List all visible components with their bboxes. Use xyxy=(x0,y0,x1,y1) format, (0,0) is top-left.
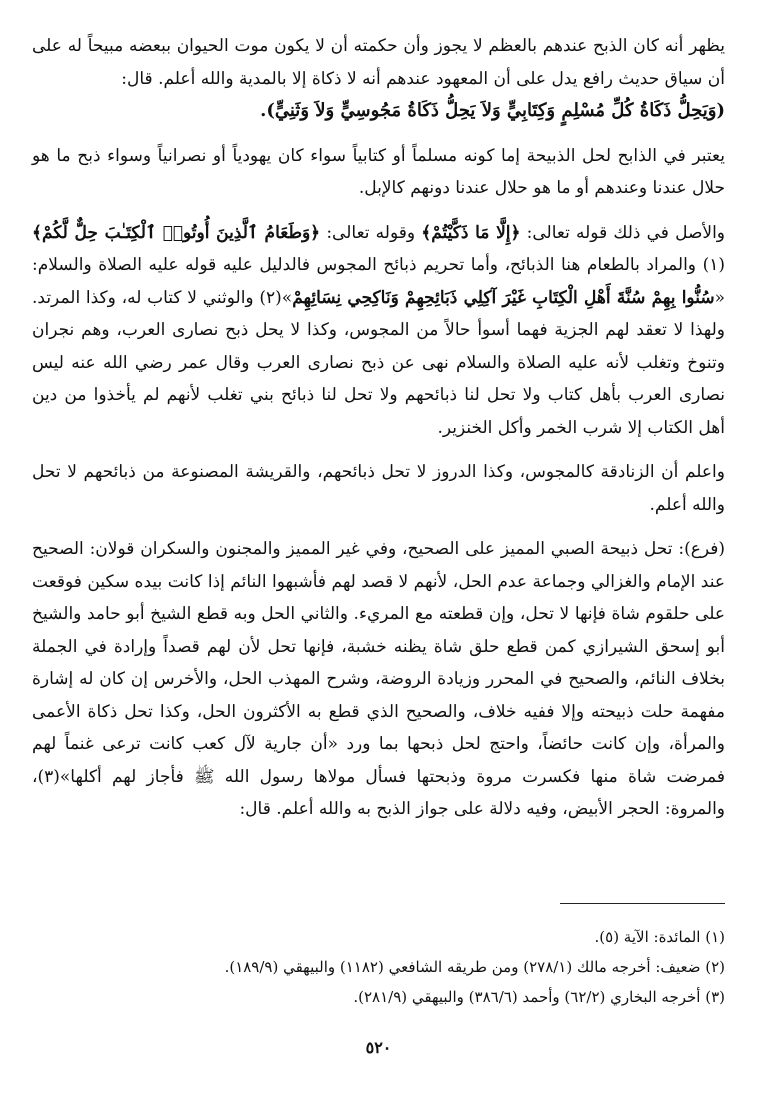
footnote-3: (٣) أخرجه البخاري (٦٢/٢) وأحمد (٣٨٦/٦) والبيهقي (٢٨١/٩). xyxy=(353,988,725,1006)
paragraph-5-end: فأجاز لهم أكلها»(٣)، والمروة: الحجر الأبيض، وفيه دلالة على جواز الذبح به والله أعلم. قال: xyxy=(32,766,725,819)
paragraph-1: يظهر أنه كان الذبح عندهم بالعظم لا يجوز وأن حكمته أن لا يكون موت الحيوان ببعضه مبيحاً له على أن سياق حديث رافع يدل على أن المعهود عندهم أنه لا ذكاة إلا بالمدية والله أعلم. قال: xyxy=(32,36,725,89)
main-text xyxy=(32,30,725,826)
page-number: ٥٢٠ xyxy=(365,1038,392,1057)
paragraph-5-main: (فرع): تحل ذبيحة الصبي المميز على الصحيح، وفي غير المميز والمجنون والسكران قولان: الصحيح عند الإمام والغزالي وجماعة عدم الحل، لأنهم لا قصد لهم فأشبهوا النائم إذا كانت بيده سكين فوقعت على حلقوم شاة فإنها لا تحل، وإن قطعته مع المريء. والثاني الحل وبه قطع الشيخ أبو حامد والشيخ أبو إسحق الشيرازي كمن قطع حلق شاة يظنه خشبة، فإنها تحل لأن لهم قصداً وإرادة في الجملة بخلاف النائم، والصحيح في المحرر وزيادة الروضة، وشرح المهذب الحل، والأخرس إن كان له إشارة مفهمة حلت ذبيحته وإلا ففيه خلاف، والصحيح الذي قطع به الأكثرون الحل، وكذا تحل ذكاة الأعمى والمرأة، وإن كانت حائضاً، واحتج لحل ذبحها بما ورد «أن جارية لآل كعب كانت ترعى غنماً لهم فمرضت شاة منها فكسرت مروة وذبحتها فسأل مولاها رسول الله xyxy=(32,539,725,787)
paragraph-3-rest: »(٢) والوثني لا كتاب له، وكذا المرتد. ولهذا لا تعقد لهم الجزية فهما أسوأ حالاً من المجوس، وكذا لا يحل ذبح نصارى العرب، وهم نجران وتنوخ وتغلب لأنه عليه الصلاة والسلام نهى عن ذبح نصارى العرب وقال عمر رضي الله عنه ليس نصارى العرب بأهل كتاب ولا تحل لنا ذبائحهم ولا تحل لنا ذبائح بني تغلب لأنهم لم يأخذوا من دين أهل الكتاب إلا شرب الخمر وأكل الخنزير. xyxy=(32,287,725,438)
paragraph-3-connector: وقوله تعالى: xyxy=(320,222,422,243)
quran-verse-2: ﴿وَطَعَامُ ٱلَّذِينَ أُوتُوا۟ ٱلْكِتَـٰبَ حِلٌّ لَّكُمْ﴾ xyxy=(32,222,321,243)
paragraph-3 xyxy=(32,217,725,445)
salawat-glyph: ﷺ xyxy=(194,766,215,787)
quran-verse-1: ﴿إِلَّا مَا ذَكَّيْتُمْ﴾ xyxy=(421,222,521,243)
paragraph-2: يعتبر في الذابح لحل الذبيحة إما كونه مسلماً أو كتابياً سواء كان يهودياً أو نصرانياً وسواء ذبح ما هو حلال عندنا وعندهم أو ما هو حلال عندنا دونهم كالإبل. xyxy=(32,145,725,198)
hadith-text: سُنُّوا بِهِمْ سُنَّةَ أَهْلِ الْكِتَابِ غَيْرَ آكِلِي ذَبَائِحِهِمْ وَنَاكِحِي نِسَائِهِمْ xyxy=(292,287,715,308)
footnote-divider xyxy=(560,903,725,904)
footnotes xyxy=(32,922,725,1012)
footnote-1: (١) المائدة: الآية (٥). xyxy=(594,928,725,946)
matn-quote: (وَيَحِلُّ ذَكَاةُ كُلِّ مُسْلِمٍ وَكِتَابِيٍّ وَلاَ يَحِلُّ ذَكَاةُ مَجُوسِيٍّ وَلاَ وَثَنِيٍّ). xyxy=(260,100,725,121)
paragraph-3-intro: والأصل في ذلك قوله تعالى: xyxy=(520,222,726,243)
paragraph-4: واعلم أن الزنادقة كالمجوس، وكذا الدروز لا تحل ذبائحهم، والقريشة المصنوعة من ذبائحهم لا تحل والله أعلم. xyxy=(32,462,725,515)
paragraph-5 xyxy=(32,533,725,826)
paragraph-3-middle: (١) والمراد بالطعام هنا الذبائح، وأما تحريم ذبائح المجوس فالدليل عليه قوله عليه الصلاة والسلام: « xyxy=(32,255,725,308)
footnote-2: (٢) ضعيف: أخرجه مالك (٢٧٨/١) ومن طريقه الشافعي (١١٨٢) والبيهقي (١٨٩/٩). xyxy=(224,958,725,976)
